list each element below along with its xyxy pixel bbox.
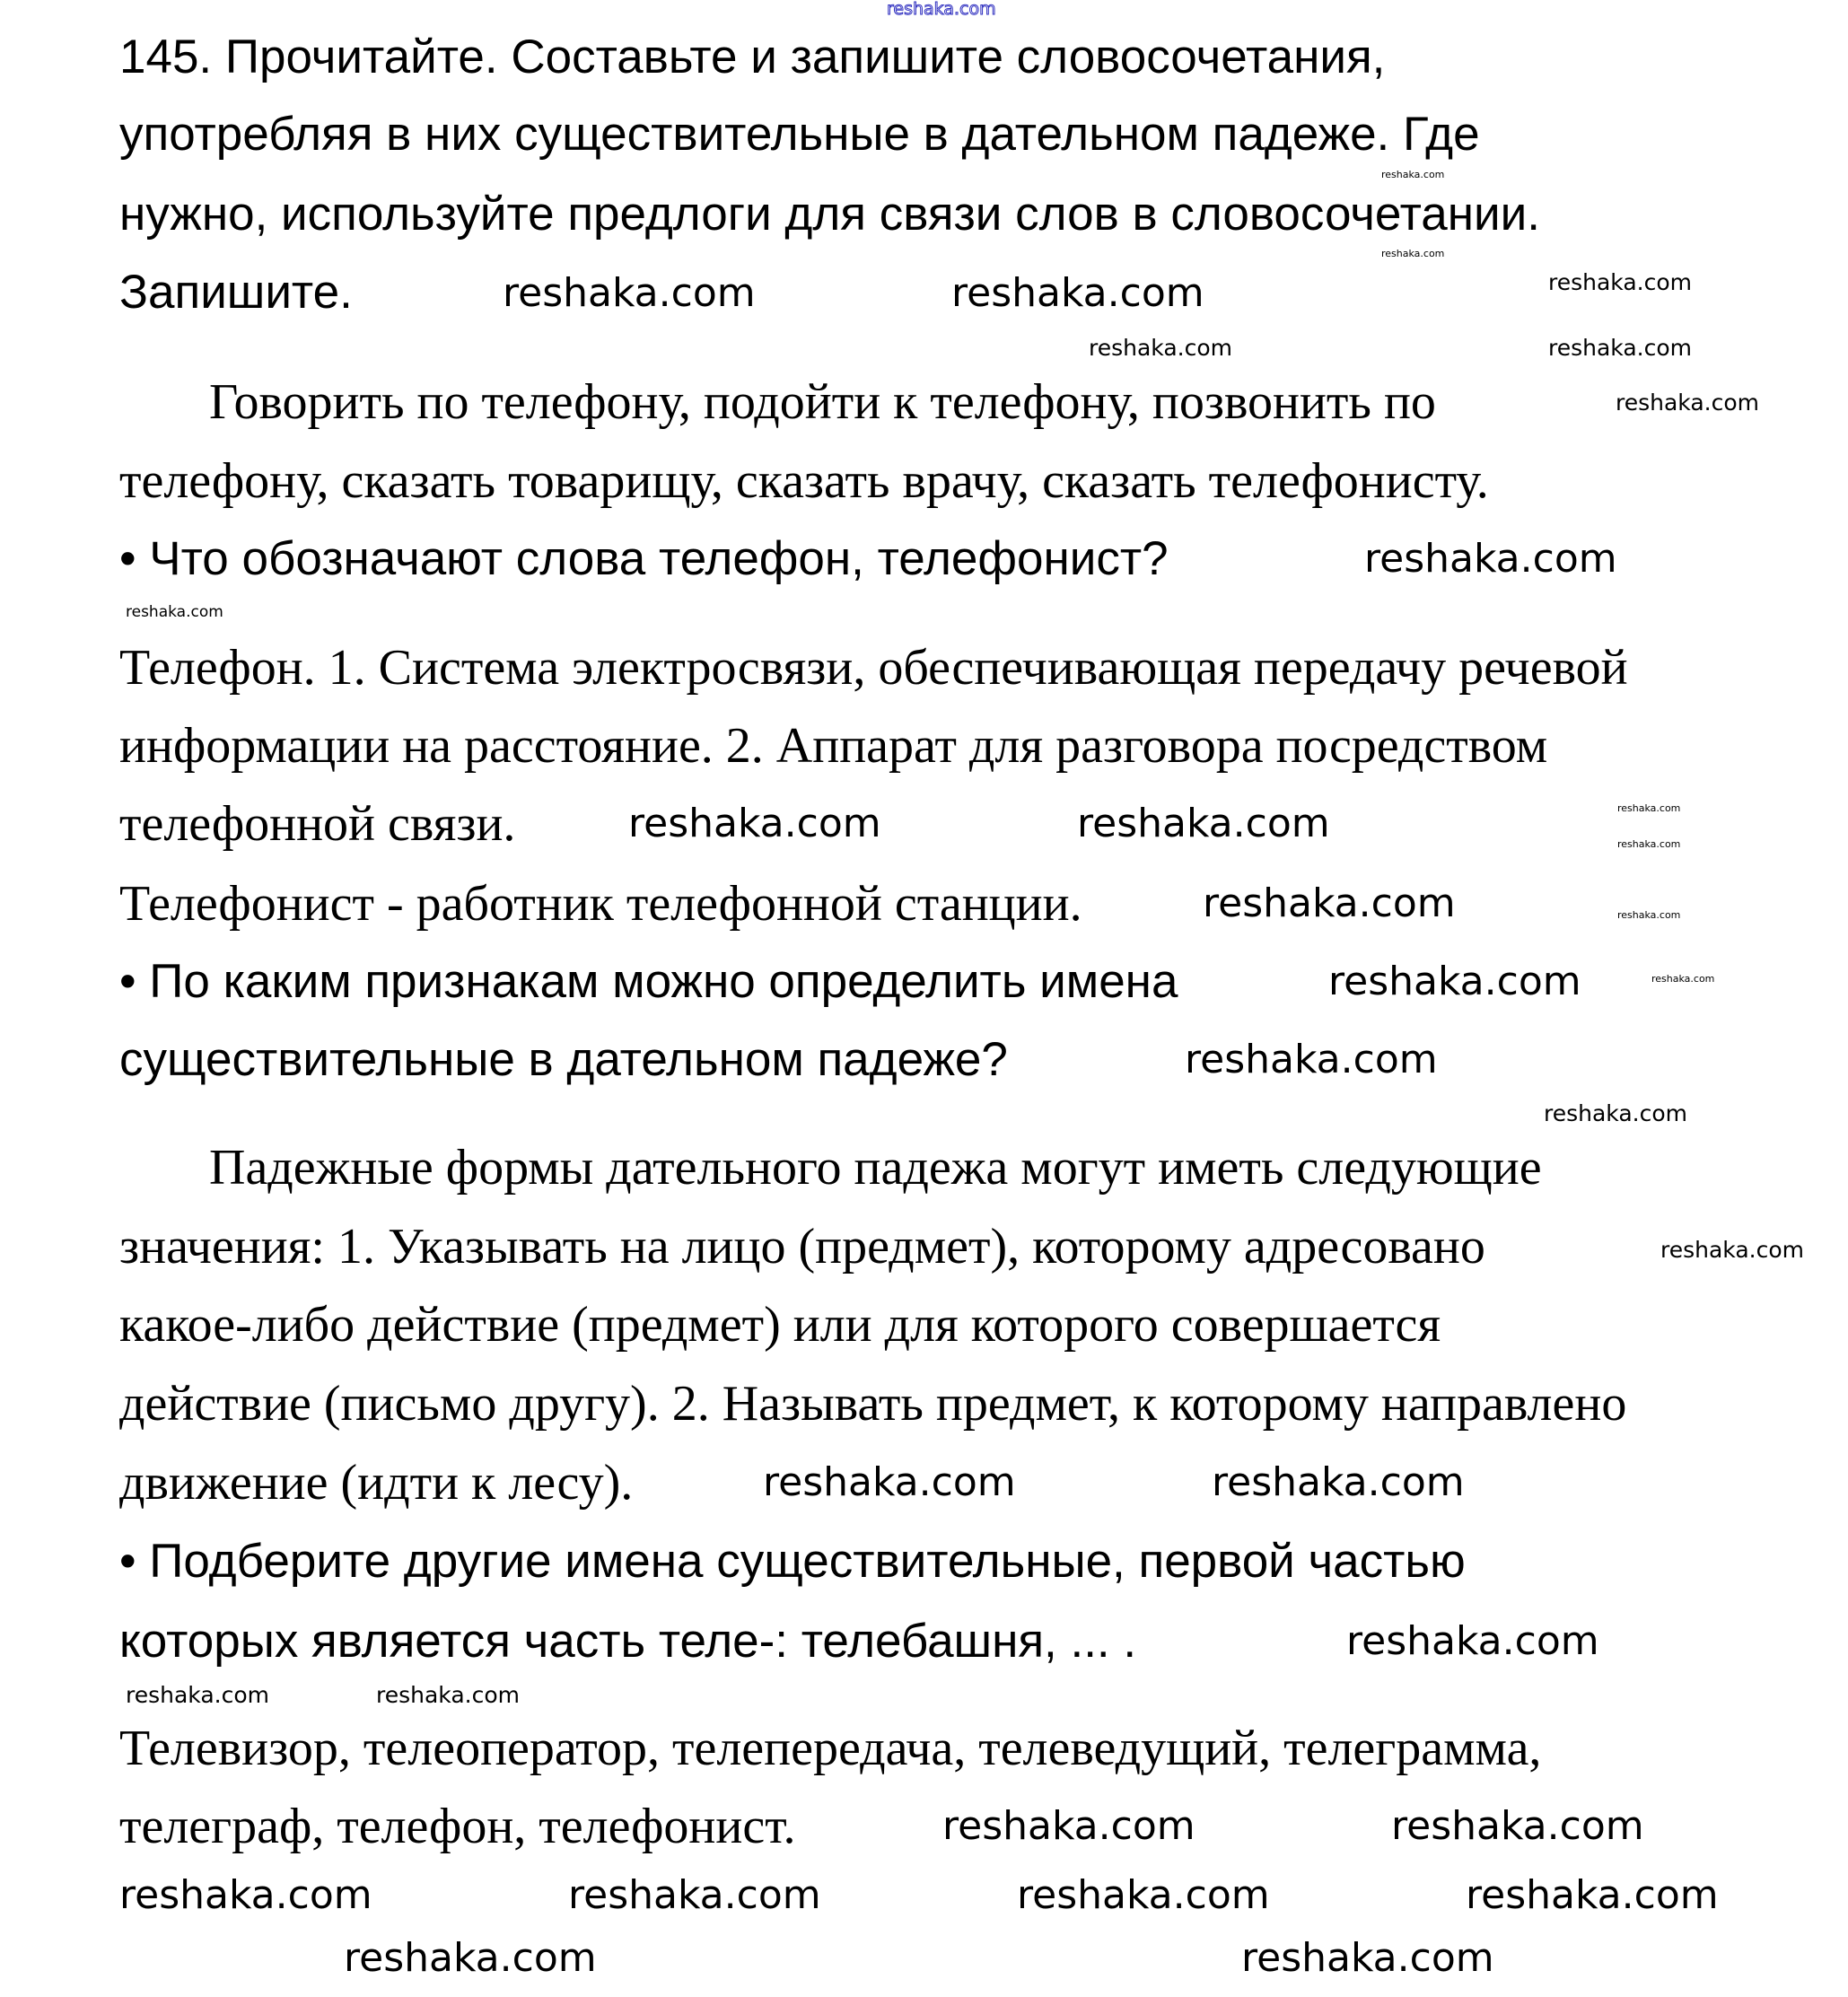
watermark: reshaka.com bbox=[1660, 1237, 1804, 1263]
watermark: reshaka.com bbox=[1616, 390, 1759, 416]
watermark: reshaka.com bbox=[1466, 1872, 1719, 1918]
watermark: reshaka.com bbox=[376, 1682, 520, 1708]
watermark: reshaka.com bbox=[1651, 973, 1715, 985]
answer-text: значения: 1. Указывать на лицо (предмет), которому адресовано bbox=[119, 1219, 1485, 1274]
watermark: reshaka.com bbox=[1241, 1935, 1494, 1981]
watermark: reshaka.com bbox=[1391, 1803, 1644, 1849]
watermark: reshaka.com bbox=[1212, 1459, 1465, 1505]
watermark: reshaka.com bbox=[1203, 880, 1456, 926]
watermark: reshaka.com bbox=[1381, 169, 1445, 180]
watermark: reshaka.com bbox=[1548, 269, 1692, 295]
answer-text: Телевизор, телеоператор, телепередача, телеведущий, телеграмма, bbox=[119, 1721, 1542, 1776]
watermark: reshaka.com bbox=[503, 270, 756, 316]
answer-text: какое-либо действие (предмет) или для которого совершается bbox=[119, 1297, 1441, 1353]
task-heading: 145. Прочитайте. Составьте и запишите словосочетания, bbox=[119, 31, 1386, 83]
answer-text: Телефонист - работник телефонной станции. bbox=[119, 876, 1082, 932]
question-text: • По каким признакам можно определить имена bbox=[119, 955, 1178, 1008]
watermark: reshaka.com bbox=[942, 1803, 1196, 1849]
watermark: reshaka.com bbox=[1548, 335, 1692, 361]
watermark: reshaka.com bbox=[628, 801, 881, 846]
task-text: Запишите. bbox=[119, 266, 353, 319]
task-text: нужно, используйте предлоги для связи слов в словосочетании. bbox=[119, 188, 1540, 241]
watermark: reshaka.com bbox=[1328, 959, 1581, 1004]
watermark: reshaka.com bbox=[126, 603, 223, 621]
answer-text: телефонной связи. bbox=[119, 796, 516, 852]
watermark: reshaka.com bbox=[1185, 1037, 1438, 1082]
answer-text: информации на расстояние. 2. Аппарат для разговора посредством bbox=[119, 718, 1548, 774]
answer-text: действие (письмо другу). 2. Называть предмет, к которому направлено bbox=[119, 1376, 1627, 1432]
watermark: reshaka.com bbox=[126, 1682, 269, 1708]
answer-text: движение (идти к лесу). bbox=[119, 1455, 634, 1511]
answer-text: Говорить по телефону, подойти к телефону, позвонить по bbox=[209, 374, 1436, 430]
watermark: reshaka.com bbox=[1346, 1618, 1599, 1664]
watermark: reshaka.com bbox=[951, 270, 1204, 316]
watermark: reshaka.com bbox=[344, 1935, 597, 1981]
question-text: которых является часть теле-: телебашня, ... . bbox=[119, 1615, 1137, 1668]
watermark: reshaka.com bbox=[1617, 909, 1681, 921]
watermark: reshaka.com bbox=[1364, 536, 1617, 582]
task-text: употребляя в них существительные в дательном падеже. Где bbox=[119, 108, 1480, 161]
watermark: reshaka.com bbox=[1544, 1100, 1687, 1126]
watermark: reshaka.com bbox=[568, 1872, 821, 1918]
answer-text: телефону, сказать товарищу, сказать врачу, сказать телефонисту. bbox=[119, 453, 1489, 509]
question-text: • Что обозначают слова телефон, телефонист? bbox=[119, 532, 1169, 585]
question-text: существительные в дательном падеже? bbox=[119, 1033, 1008, 1086]
watermark: reshaka.com bbox=[763, 1459, 1016, 1505]
watermark: reshaka.com bbox=[119, 1872, 372, 1918]
question-text: • Подберите другие имена существительные, первой частью bbox=[119, 1535, 1466, 1588]
answer-text: Телефон. 1. Система электросвязи, обеспечивающая передачу речевой bbox=[119, 640, 1628, 696]
watermark: reshaka.com bbox=[1617, 838, 1681, 850]
watermark: reshaka.com bbox=[1017, 1872, 1270, 1918]
answer-text: Падежные формы дательного падежа могут иметь следующие bbox=[209, 1140, 1542, 1196]
watermark: reshaka.com bbox=[1077, 801, 1330, 846]
watermark: reshaka.com bbox=[1617, 802, 1681, 814]
answer-text: телеграф, телефон, телефонист. bbox=[119, 1799, 796, 1854]
watermark: reshaka.com bbox=[1089, 335, 1232, 361]
watermark: reshaka.com bbox=[887, 0, 996, 19]
watermark: reshaka.com bbox=[1381, 248, 1445, 259]
